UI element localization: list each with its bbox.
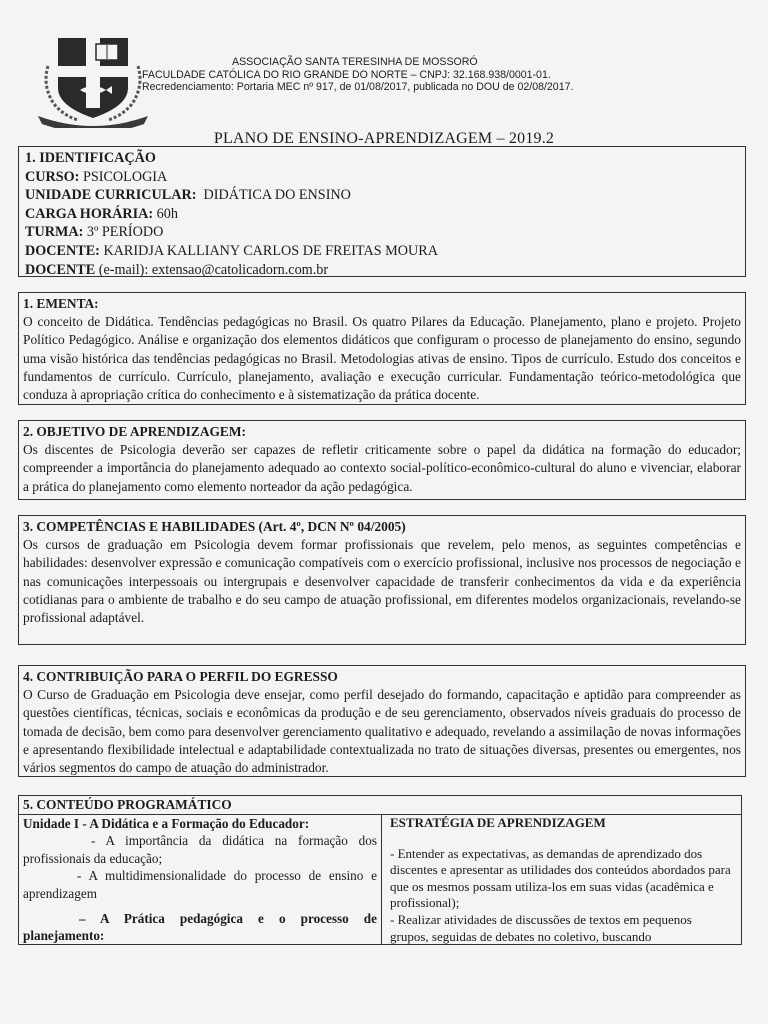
competencies-text: Os cursos de graduação em Psicologia devem formar profissionais que revelem, pelo menos, as seguintes competências e habilidades: desenvolver expressão e comunicação compatíveis com o exercício profissional, inclusive nos processos de negociação e nas comunicações interpessoais ou intergrupais e desenvolver capacidade de transferir conhecimentos da vida e da experiência cotidianas para o ambiente de trabalho e do seu campo de atuação profissional, em diferentes modelos organizacionais, revelando-se profissional adaptável.: [23, 537, 741, 626]
email-row: [25, 261, 739, 280]
content-item-1: - A importância da didática na formação dos profissionais da educação;: [23, 833, 377, 866]
graduate-profile-section: [18, 665, 746, 777]
accreditation-line: Recredenciamento: Portaria MEC nº 917, de 01/08/2017, publicada no DOU de 02/08/2017.: [142, 81, 574, 93]
objective-section: [18, 420, 746, 500]
syllabus-heading: 5. CONTEÚDO PROGRAMÁTICO: [19, 796, 741, 815]
workload-row: [25, 205, 739, 224]
class-value: 3º PERÍODO: [86, 224, 164, 241]
ementa-heading: 1. EMENTA:: [23, 296, 99, 311]
institution-logo: [34, 36, 152, 128]
course-value: PSICOLOGIA: [82, 168, 168, 185]
ementa-text: O conceito de Didática. Tendências pedagógicas no Brasil. Os quatro Pilares da Educação. Planejamento, plano e projeto. Projeto Político Pedagógico. Análise e organização dos elementos didáticos que configuram o processo de planejamento do ensino, segundo uma visão histórica das tendências pedagógicas no Brasil. Metodologias ativas de ensino. Tipos de currículo. Estudo dos conceitos e fundamentos de currículo. Currículo, planejamento, avaliação e execução curricular. Fundamentação teórico-metodológica que conduza à apropriação crítica do conhecimento e à sistematização da prática docente.: [23, 314, 741, 403]
course-label: CURSO:: [25, 168, 80, 185]
graduate-profile-text: O Curso de Graduação em Psicologia deve ensejar, como perfil desejado do formando, capacitação e aptidão para compreender as questões científicas, técnicas, sociais e econômicas da produção e de seu gerenciamento, observados níveis graduais do processo de tomada de decisão, bem como para desenvolver gerenciamento qualitativo e adequado, revelando a assimilação de novas informações e apresentando flexibilidade intelectual e adaptabilidade contextualizada no trato de situações diversas, presentes ou emergentes, nos vários segmentos do campo de atuação do administrador.: [23, 687, 741, 776]
association-name: ASSOCIAÇÃO SANTA TERESINHA DE MOSSORÓ: [232, 56, 478, 68]
content-item-2: - A multidimensionalidade do processo de ensino e aprendizagem: [23, 868, 377, 901]
content-column: [19, 815, 382, 944]
competencies-heading: 3. COMPETÊNCIAS E HABILIDADES (Art. 4º, DCN Nº 04/2005): [23, 519, 406, 534]
email-value: extensao@catolicadorn.com.br: [151, 261, 329, 278]
unit-value: DIDÁTICA DO ENSINO: [203, 187, 351, 204]
class-label: TURMA:: [25, 224, 84, 241]
unit-title: Unidade I - A Didática e a Formação do Educador:: [23, 816, 310, 831]
competencies-section: [18, 515, 746, 645]
workload-value: 60h: [156, 205, 178, 222]
strategy-column: [382, 815, 741, 944]
objective-text: Os discentes de Psicologia deverão ser capazes de refletir criticamente sobre o papel da didática na formação do educador; compreender a importância do planejamento adequado ao contexto social-político-econômico-cultural do aluno e vivenciar, elaborar a prática do planejamento como elemento norteador da ação pedagógica.: [23, 442, 741, 494]
syllabus-table: [19, 815, 741, 944]
unit-label: UNIDADE CURRICULAR:: [25, 187, 197, 204]
teacher-label: DOCENTE:: [25, 242, 100, 259]
faculty-name: FACULDADE CATÓLICA DO RIO GRANDE DO NORTE – CNPJ: 32.168.938/0001-01.: [142, 68, 551, 81]
email-label: DOCENTE: [25, 261, 96, 278]
email-sublabel: (e-mail):: [98, 261, 149, 278]
workload-label: CARGA HORÁRIA:: [25, 205, 154, 222]
identification-heading: 1. IDENTIFICAÇÃO: [25, 150, 156, 166]
syllabus-section: [18, 795, 742, 945]
institution-header: [142, 56, 622, 94]
strategy-item-1: - Entender as expectativas, as demandas de aprendizado dos discentes e apresentar as utilidades dos conteúdos abordados para que os mesmos possam utiliza-los em suas vidas (acadêmica e profissional);: [390, 845, 731, 911]
teacher-value: KARIDJA KALLIANY CARLOS DE FREITAS MOURA: [103, 242, 438, 259]
content-item-3: – A Prática pedagógica e o processo de planejamento:: [23, 911, 377, 944]
objective-heading: 2. OBJETIVO DE APRENDIZAGEM:: [23, 424, 246, 439]
identification-section: [18, 146, 746, 277]
page-title: PLANO DE ENSINO-APRENDIZAGEM – 2019.2: [213, 130, 555, 147]
graduate-profile-heading: 4. CONTRIBUIÇÃO PARA O PERFIL DO EGRESSO: [23, 669, 338, 684]
course-row: [25, 168, 739, 187]
strategy-item-2: - Realizar atividades de discussões de textos em pequenos grupos, seguidas de debates no coletivo, buscando: [390, 911, 692, 944]
teacher-row: [25, 242, 739, 261]
unit-row: [25, 186, 739, 205]
ementa-section: [18, 292, 746, 405]
strategy-title: ESTRATÉGIA DE APRENDIZAGEM: [390, 815, 606, 830]
class-row: [25, 223, 739, 242]
